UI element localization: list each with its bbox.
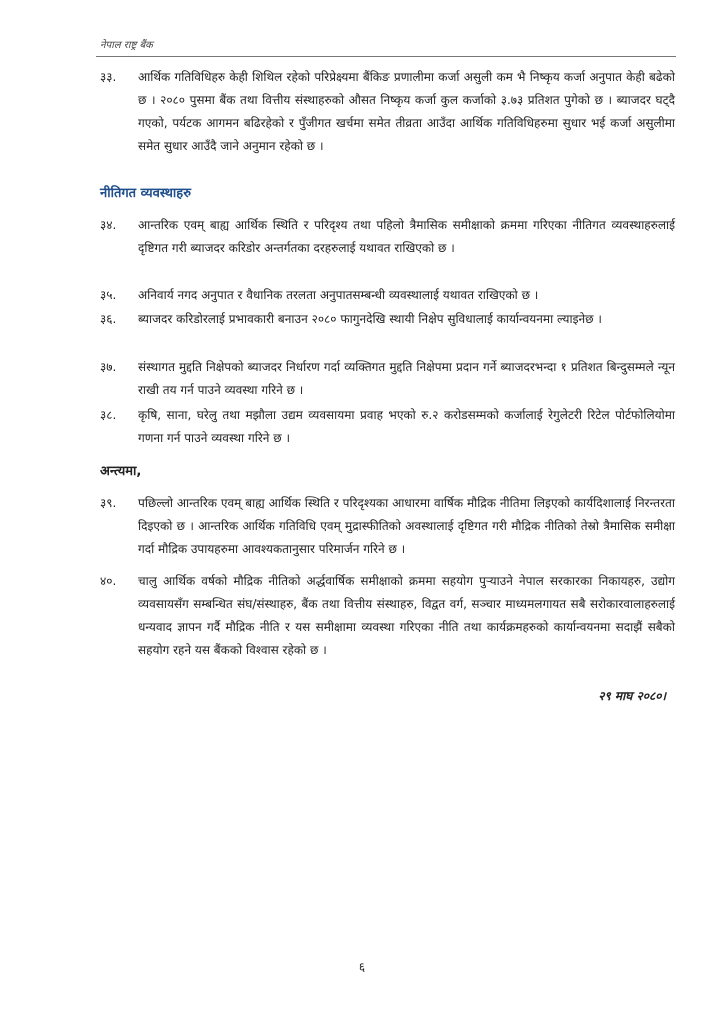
paragraph-number: ३८. — [100, 408, 117, 422]
paragraph-40 — [100, 570, 675, 662]
paragraph-number: ४०. — [100, 574, 117, 588]
paragraph-35 — [100, 284, 675, 307]
paragraph-38 — [100, 404, 675, 450]
paragraph-number: ३४. — [100, 218, 117, 232]
section-heading-conclusion: अन्त्यमा, — [100, 464, 142, 479]
paragraph-36 — [100, 308, 675, 331]
paragraph-text: आर्थिक गतिविधिहरु केही शिथिल रहेको परिप्रेक्ष्यमा बैंकिङ प्रणालीमा कर्जा असुली कम भै निष्कृय कर्जा अनुपात केही बढेको छ । २०८० पुसमा बैंक तथा वित्तीय संस्थाहरुको औसत निष्कृय कर्जा कुल कर्जाको ३.७३ प्रतिशत पुगेको छ । ब्याजदर घट्दै गएको, पर्यटक आगमन बढिरहेको र पुँजीगत खर्चमा समेत तीव्रता आउँदा आर्थिक गतिविधिहरुमा सुधार भई कर्जा असुलीमा समेत सुधार आउँदै जाने अनुमान रहेको छ । — [138, 70, 675, 153]
paragraph-34 — [100, 214, 675, 260]
paragraph-text: चालु आर्थिक वर्षको मौद्रिक नीतिको अर्द्धवार्षिक समीक्षाको क्रममा सहयोग पुर्‍याउने नेपाल सरकारका निकायहरु, उद्योग व्यवसायसँग सम्बन्धित संघ/संस्थाहरु, बैंक तथा वित्तीय संस्थाहरु, विद्वत वर्ग, सञ्चार माध्यमलगायत सबै सरोकारवालाहरुलाई धन्यवाद ज्ञापन गर्दै मौद्रिक नीति र यस समीक्षामा व्यवस्था गरिएका नीति तथा कार्यक्रमहरुको कार्यान्वयनमा सदाझैं सबैको सहयोग रहने यस बैंकको विश्वास रहेको छ । — [138, 574, 675, 657]
paragraph-39 — [100, 492, 675, 561]
paragraph-text: संस्थागत मुद्दति निक्षेपको ब्याजदर निर्धारण गर्दा व्यक्तिगत मुद्दति निक्षेपमा प्रदान गर्ने ब्याजदरभन्दा १ प्रतिशत बिन्दुसम्मले न्यून राखी तय गर्न पाउने व्यवस्था गरिने छ । — [138, 360, 675, 397]
paragraph-33 — [100, 66, 675, 158]
paragraph-text: कृषि, साना, घरेलु तथा मझौला उद्यम व्यवसायमा प्रवाह भएको रु.२ करोडसम्मको कर्जालाई रेगुलेटरी रिटेल पोर्टफोलियोमा गणना गर्न पाउने व्यवस्था गरिने छ । — [138, 408, 675, 445]
paragraph-number: ३६. — [100, 312, 117, 326]
page-number: ६ — [358, 960, 366, 974]
paragraph-text: आन्तरिक एवम् बाह्य आर्थिक स्थिति र परिदृश्य तथा पहिलो त्रैमासिक समीक्षाको क्रममा गरिएका नीतिगत व्यवस्थाहरुलाई दृष्टिगत गरी ब्याजदर करिडोर अन्तर्गतका दरहरुलाई यथावत राखिएको छ । — [138, 218, 675, 255]
section-heading-policy: नीतिगत व्यवस्थाहरु — [100, 186, 191, 201]
header-rule — [96, 56, 676, 57]
paragraph-number: ३५. — [100, 288, 117, 302]
running-header: नेपाल राष्ट्र बैंक — [100, 40, 153, 51]
paragraph-number: ३३. — [100, 70, 117, 84]
paragraph-text: अनिवार्य नगद अनुपात र वैधानिक तरलता अनुपातसम्बन्धी व्यवस्थालाई यथावत राखिएको छ । — [138, 288, 539, 302]
paragraph-text: ब्याजदर करिडोरलाई प्रभावकारी बनाउन २०८० फागुनदेखि स्थायी निक्षेप सुविधालाई कार्यान्वयनमा ल्याइनेछ । — [138, 312, 602, 326]
paragraph-37 — [100, 356, 675, 402]
document-date: २९ माघ २०८०। — [598, 689, 666, 703]
paragraph-number: ३९. — [100, 496, 117, 510]
paragraph-number: ३७. — [100, 360, 117, 374]
paragraph-text: पछिल्लो आन्तरिक एवम् बाह्य आर्थिक स्थिति र परिदृश्यका आधारमा वार्षिक मौद्रिक नीतिमा लिइएको कार्यदिशालाई निरन्तरता दिइएको छ । आन्तरिक आर्थिक गतिविधि एवम् मुद्रास्फीतिको अवस्थालाई दृष्टिगत गरी मौद्रिक नीतिको तेस्रो त्रैमासिक समीक्षा गर्दा मौद्रिक उपायहरुमा आवश्यकतानुसार परिमार्जन गरिने छ । — [138, 496, 675, 556]
